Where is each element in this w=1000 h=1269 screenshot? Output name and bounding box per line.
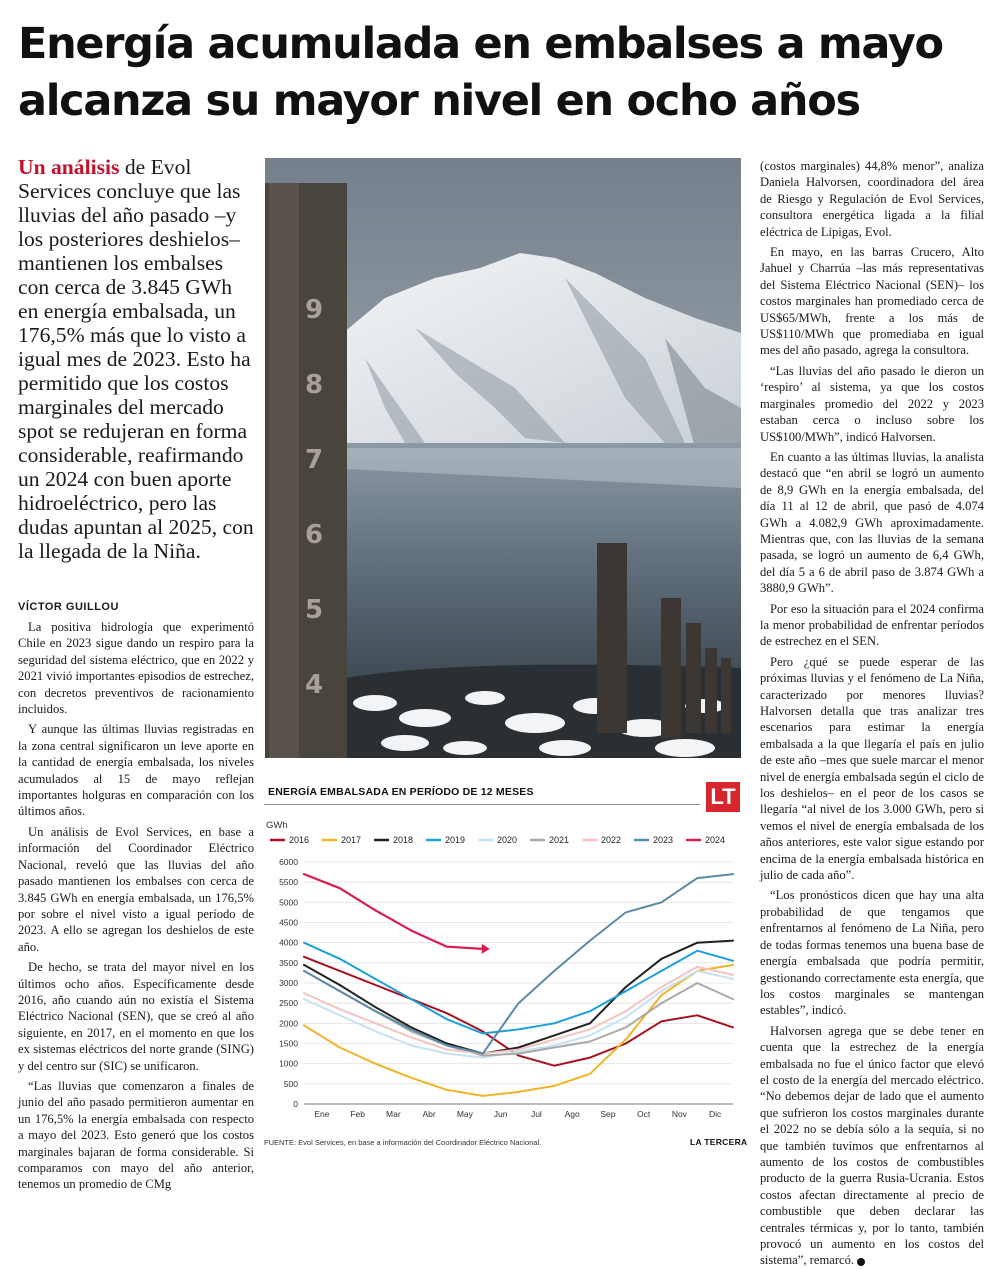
paragraph	[760, 1023, 984, 1269]
data-point-2019	[589, 1010, 591, 1012]
reservoir-photo	[265, 158, 741, 758]
data-point-2018	[696, 942, 698, 944]
data-point-2021	[410, 1031, 412, 1033]
data-point-2020	[410, 1045, 412, 1047]
x-tick-label: Jun	[493, 1109, 508, 1119]
data-point-2017	[625, 1039, 627, 1041]
data-point-2023	[732, 873, 734, 875]
data-point-2019	[303, 942, 305, 944]
article-column-3	[760, 158, 984, 1268]
lead-highlight: Un análisis	[18, 155, 120, 179]
paragraph: (costos marginales) 44,8% menor”, analiza Daniela Halvorsen, coordinadora del área de Riesgo y Regulación de Evol Services, consultora energética ligada a la filial eléctrica de Lipigas, Evol.	[760, 159, 984, 239]
reservoir-photo-illustration	[265, 158, 741, 758]
data-point-2019	[446, 1018, 448, 1020]
y-tick-label: 4000	[279, 937, 298, 948]
data-point-2020	[482, 1057, 484, 1059]
data-point-2017	[661, 994, 663, 996]
la-tercera-logo: LT	[706, 782, 740, 812]
data-point-2016	[518, 1055, 520, 1057]
series-line-2024	[304, 874, 483, 949]
paragraph: “Las lluvias que comenzaron a finales de junio del año pasado permitieron aumentar en un 176,5% la energía embalsada con respecto a mayo del 2023. Esto generó que los costos marginales bajaran de forma considerable. Si comparamos con mayo del año anterior, tenemos un promedio de CMg	[18, 1078, 254, 1192]
paragraph: En cuanto a las últimas lluvias, la analista destacó que “en abril se logró un aumento de 8,9 GWh en la energía embalsada, del día 11 al 12 de abril, que pasó de 4.074 GWh a 4.082,9 GWh aproximadamente. Mientras que, con las lluvias de la semana pasada, se logró un aumento de 6,4 GWh, del día 5 a 6 de abril paso de 3.874 GWh a 3880,9 GWh”.	[760, 449, 984, 596]
data-point-2021	[553, 1047, 555, 1049]
x-tick-label: Ene	[314, 1109, 330, 1119]
data-point-2023	[553, 970, 555, 972]
end-mark-icon	[857, 1258, 865, 1266]
x-tick-label: Mar	[386, 1109, 401, 1119]
data-point-2020	[375, 1031, 377, 1033]
data-point-2024	[375, 910, 377, 912]
data-point-2016	[661, 1020, 663, 1022]
data-point-2016	[589, 1057, 591, 1059]
data-point-2016	[732, 1026, 734, 1028]
data-point-2023	[482, 1053, 484, 1055]
data-point-2018	[589, 1022, 591, 1024]
data-point-2017	[518, 1091, 520, 1093]
paragraph: En mayo, en las barras Crucero, Alto Jahuel y Charrúa –las más representativas del Sistema Eléctrico Nacional (SEN)– los costos marginales han promediado cerca de US$65/MWh, frente a los más de US$110/MWh que promediaba en igual mes del año pasado, agrega la consultora.	[760, 245, 984, 358]
data-point-2023	[661, 901, 663, 903]
x-tick-label: Feb	[350, 1109, 365, 1119]
data-point-2020	[625, 1016, 627, 1018]
paragraph: La positiva hidrología que experimentó Chile en 2023 sigue dando un respiro para la seguridad del sistema eléctrico, que en 2022 y 2021 vivió importantes episodios de estrechez, con decretos preventivos de racionamiento incluidos.	[18, 620, 254, 717]
data-point-2023	[339, 990, 341, 992]
legend-label: 2021	[549, 835, 570, 845]
paragraph: “Las lluvias del año pasado le dieron un ‘respiro’ al sistema, ya que los costos marginales promedio del 2022 y 2023 estaban cerca o incluso sobre los US$100/MWh”, indicó Halvorsen.	[760, 363, 984, 444]
data-point-2022	[303, 992, 305, 994]
svg-text:9: 9	[305, 295, 324, 325]
data-point-2020	[589, 1035, 591, 1037]
legend-label: 2017	[341, 835, 362, 845]
data-point-2016	[625, 1043, 627, 1045]
article-column-1	[18, 619, 254, 1192]
data-point-2024	[303, 873, 305, 875]
data-point-2018	[732, 940, 734, 942]
data-point-2016	[303, 956, 305, 958]
data-point-2021	[518, 1053, 520, 1055]
paragraph: Un análisis de Evol Services, en base a información del Coordinador Eléctrico Nacional, reveló que las lluvias del año pasado mantienen los embalses con cerca de 3.845 GWh en energía embalsada, un 176,5% por sobre el nivel visto a igual período de 2023. A ello se agregan los deshielos de este año.	[18, 824, 254, 954]
paragraph: Pero ¿qué se puede esperar de las próximas lluvias y el fenómeno de La Niña, caracterizado por menores lluvias? Halvorsen detalla que tras analizar tres escenarios para estimar la energía embalsada a la que llegaría el país en julio de este año –mes que suele marcar el menor nivel de energía embalsada según el ciclo de los deshielos– en el peor de los casos se llegaría “al nivel de los 3.000 GWh, pero si vemos el nivel de energía embalsada de los años anteriores, este valor sigue estando por encima de la energía embalsada histórica en julio de cada año”.	[760, 654, 984, 883]
data-point-2021	[482, 1055, 484, 1057]
data-point-2018	[553, 1035, 555, 1037]
data-point-2022	[339, 1008, 341, 1010]
data-point-2018	[375, 1006, 377, 1008]
data-point-2020	[696, 970, 698, 972]
svg-text:7: 7	[305, 445, 324, 475]
data-point-2022	[553, 1039, 555, 1041]
data-point-2023	[696, 877, 698, 879]
data-point-2023	[303, 970, 305, 972]
paragraph-text: Halvorsen agrega que se debe tener en cuenta que la estrechez de la energía embalsada no fue el único factor que elevó el costo de la energía del mercado eléctrico. “No debemos dejar de lado que el aumento que sufrieron los costos marginales durante el 2022 no se debía sólo a la sequía, si no que también tuvimos que enfrentarnos al aumento de los costos de combustibles producto de la guerra Rusia-Ucrania. Estos costos afectan directamente al precio de combustible que deben declarar las centrales térmicas y, por lo tanto, también provocó un aumento en los costos del sistema”, remarcó.	[760, 1023, 984, 1268]
data-point-2019	[410, 998, 412, 1000]
data-point-2021	[589, 1041, 591, 1043]
data-point-2020	[339, 1014, 341, 1016]
data-point-2019	[732, 960, 734, 962]
y-tick-label: 6000	[279, 857, 298, 867]
legend-label: 2018	[393, 835, 414, 845]
lead-text: de Evol Services concluye que las lluvias del año pasado –y los posteriores deshielos– mantienen los embalses con cerca de 3.845 GWh en energía embalsada, un 176,5% más que lo visto a igual mes de 2023. Esto ha permitido que los costos marginales del mercado spot se redujeran en forma considerable, reafirmando un 2024 con buen aporte hidroeléctrico, pero las dudas apuntan al 2025, con la llegada de la Niña.	[18, 155, 254, 563]
y-tick-label: 2000	[279, 1018, 298, 1029]
y-axis-label: GWh	[266, 820, 288, 831]
y-tick-label: 3500	[279, 957, 298, 968]
data-point-2018	[625, 986, 627, 988]
data-point-2016	[446, 1012, 448, 1014]
data-point-2019	[375, 978, 377, 980]
data-point-2018	[303, 964, 305, 966]
data-point-2023	[625, 912, 627, 914]
data-point-2016	[696, 1014, 698, 1016]
byline: VÍCTOR GUILLOU	[18, 601, 119, 613]
data-point-2021	[696, 982, 698, 984]
paragraph: “Los pronósticos dicen que hay una alta probabilidad de que tengamos que enfrentarnos al fenómeno de La Niña, pero de todas formas tenemos una buena base de energía embalsada que podría permitir, gestionando correctamente esta energía, que los costos marginales se mantengan estables”, indicó.	[760, 888, 984, 1018]
y-tick-label: 2500	[279, 998, 298, 1009]
data-point-2019	[661, 970, 663, 972]
data-point-2016	[375, 984, 377, 986]
data-point-2022	[661, 986, 663, 988]
legend-label: 2016	[289, 835, 310, 845]
y-tick-label: 5000	[279, 897, 298, 908]
chart-panel	[258, 778, 743, 1156]
data-point-2018	[518, 1047, 520, 1049]
x-tick-label: Nov	[671, 1109, 687, 1119]
lead-paragraph	[18, 155, 254, 563]
y-tick-label: 4500	[279, 917, 298, 928]
data-point-2021	[625, 1026, 627, 1028]
series-line-2018	[304, 941, 733, 1054]
data-point-2017	[339, 1047, 341, 1049]
y-tick-label: 1000	[279, 1058, 298, 1069]
data-point-2019	[339, 958, 341, 960]
y-tick-label: 500	[283, 1078, 298, 1089]
series-line-2023	[304, 874, 733, 1054]
legend-label: 2022	[601, 835, 622, 845]
data-point-2024	[339, 887, 341, 889]
data-point-2017	[410, 1077, 412, 1079]
data-point-2016	[553, 1065, 555, 1067]
data-point-2019	[553, 1022, 555, 1024]
x-tick-label: May	[456, 1109, 473, 1119]
svg-text:4: 4	[305, 670, 324, 700]
data-point-2021	[661, 1002, 663, 1004]
data-point-2017	[589, 1073, 591, 1075]
y-tick-label: 3000	[279, 978, 298, 988]
headline: Energía acumulada en embalses a mayo alcanza su mayor nivel en ocho años	[18, 19, 943, 126]
paragraph: De hecho, se trata del mayor nivel en los últimos ocho años. Específicamente desde 2016, año cuando aún no existía el Sistema Eléctrico Nacional (SEN), que se creó al año siguiente, en 2017, en el momento en que los ex sistemas eléctricos del norte grande (SING) y del centro sur (SIC) se unificaron.	[18, 960, 254, 1073]
data-point-2022	[732, 974, 734, 976]
data-point-2022	[696, 966, 698, 968]
y-tick-label: 1500	[279, 1038, 298, 1049]
data-point-2023	[518, 1002, 520, 1004]
data-point-2023	[410, 1028, 412, 1030]
data-point-2023	[589, 940, 591, 942]
data-point-2024	[410, 930, 412, 932]
data-point-2017	[482, 1095, 484, 1097]
legend-label: 2019	[445, 835, 466, 845]
data-point-2020	[518, 1051, 520, 1053]
data-point-2020	[661, 990, 663, 992]
svg-text:5: 5	[305, 595, 324, 625]
data-point-2023	[375, 1010, 377, 1012]
data-point-2016	[339, 970, 341, 972]
data-point-2021	[732, 998, 734, 1000]
x-tick-label: Sep	[600, 1109, 616, 1119]
data-point-2019	[482, 1033, 484, 1035]
data-point-2017	[375, 1063, 377, 1065]
chart-title: ENERGÍA EMBALSADA EN PERÍODO DE 12 MESES	[268, 786, 534, 798]
energy-chart	[258, 778, 743, 1128]
paragraph: Y aunque las últimas lluvias registradas en la zona central significaron un leve aporte en la cantidad de energía embalsada, los niveles acumulados al 15 de mayo reflejan importantes holguras en comparación con los últimos años.	[18, 722, 254, 819]
data-point-2020	[303, 998, 305, 1000]
data-point-2022	[446, 1049, 448, 1051]
x-tick-label: Dic	[708, 1109, 722, 1119]
data-point-2020	[553, 1045, 555, 1047]
data-point-2017	[553, 1085, 555, 1087]
data-point-2017	[732, 964, 734, 966]
data-point-2019	[696, 950, 698, 952]
data-point-2022	[589, 1028, 591, 1030]
data-point-2020	[446, 1053, 448, 1055]
data-point-2019	[518, 1028, 520, 1030]
data-point-2022	[410, 1037, 412, 1039]
x-tick-label: Oct	[637, 1109, 651, 1119]
legend-label: 2024	[705, 835, 726, 845]
data-point-2022	[375, 1022, 377, 1024]
y-tick-label: 0	[293, 1099, 298, 1109]
series-line-2022	[304, 967, 733, 1054]
svg-text:6: 6	[305, 520, 324, 550]
paragraph: Por eso la situación para el 2024 confirma la menor probabilidad de enfrentar períodos de estrechez en el SEN.	[760, 601, 984, 649]
data-point-2018	[661, 958, 663, 960]
data-point-2023	[446, 1045, 448, 1047]
data-point-2020	[732, 978, 734, 980]
data-point-2016	[482, 1031, 484, 1033]
legend-label: 2020	[497, 835, 518, 845]
data-point-2022	[625, 1010, 627, 1012]
y-tick-label: 5500	[279, 877, 298, 888]
data-point-2024	[446, 946, 448, 948]
data-point-2022	[518, 1049, 520, 1051]
x-tick-label: Ago	[564, 1109, 580, 1119]
data-point-2017	[446, 1089, 448, 1091]
data-point-2017	[303, 1024, 305, 1026]
legend-label: 2023	[653, 835, 674, 845]
brand-name: LA TERCERA	[690, 1137, 748, 1147]
arrow-head-icon	[482, 944, 490, 954]
svg-text:8: 8	[305, 370, 324, 400]
data-point-2018	[339, 984, 341, 986]
x-tick-label: Abr	[422, 1109, 436, 1119]
data-point-2019	[625, 990, 627, 992]
x-tick-label: Jul	[530, 1109, 542, 1119]
chart-source: FUENTE: Evol Services, en base a información del Coordinador Eléctrico Nacional.	[264, 1138, 542, 1147]
